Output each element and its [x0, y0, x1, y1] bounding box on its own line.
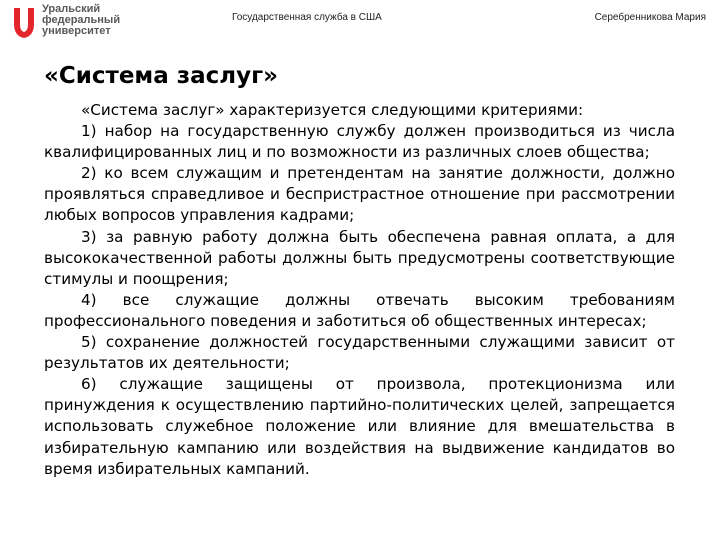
logo-line-1: Уральский	[42, 3, 101, 15]
page-title: «Система заслуг»	[44, 63, 278, 89]
criterion-5: 5) сохранение должностей государственными служащими зависит от результатов их деятельности;	[44, 333, 675, 373]
criterion-6: 6) служащие защищены от произвола, протекционизма или принуждения к осуществлению партийно-политических целей, запрещается использовать служебное положение или влияние для вмешательства в избирательную кампанию или воздействия на выдвижение кандидатов во время избирательных кампаний.	[44, 375, 675, 478]
criterion-1: 1) набор на государственную службу должен производиться из числа квалифицированных лиц и по возможности из различных слоев общества;	[44, 122, 675, 162]
header-author: Серебренникова Мария	[594, 12, 706, 23]
criterion-4: 4) все служащие должны отвечать высоким требованиям профессионального поведения и заботиться об общественных интересах;	[44, 290, 675, 330]
logo-line-3: университет	[42, 25, 111, 37]
slide-body	[44, 100, 675, 480]
criterion-3: 3) за равную работу должна быть обеспечена равная оплата, а для высококачественной работы должны быть предусмотрены соответствующие стимулы и поощрения;	[44, 227, 675, 288]
university-name	[42, 4, 120, 37]
header-topic: Государственная служба в США	[232, 12, 382, 23]
university-logo	[12, 4, 120, 40]
intro-paragraph: «Система заслуг» характеризуется следующими критериями:	[81, 101, 584, 119]
logo-line-2: федеральный	[42, 14, 121, 26]
criterion-2: 2) ко всем служащим и претендентам на занятие должности, должно проявляться справедливое и беспристрастное отношение при рассмотрении любых вопросов управления кадрами;	[44, 164, 675, 225]
urfu-logo-icon	[12, 6, 36, 40]
